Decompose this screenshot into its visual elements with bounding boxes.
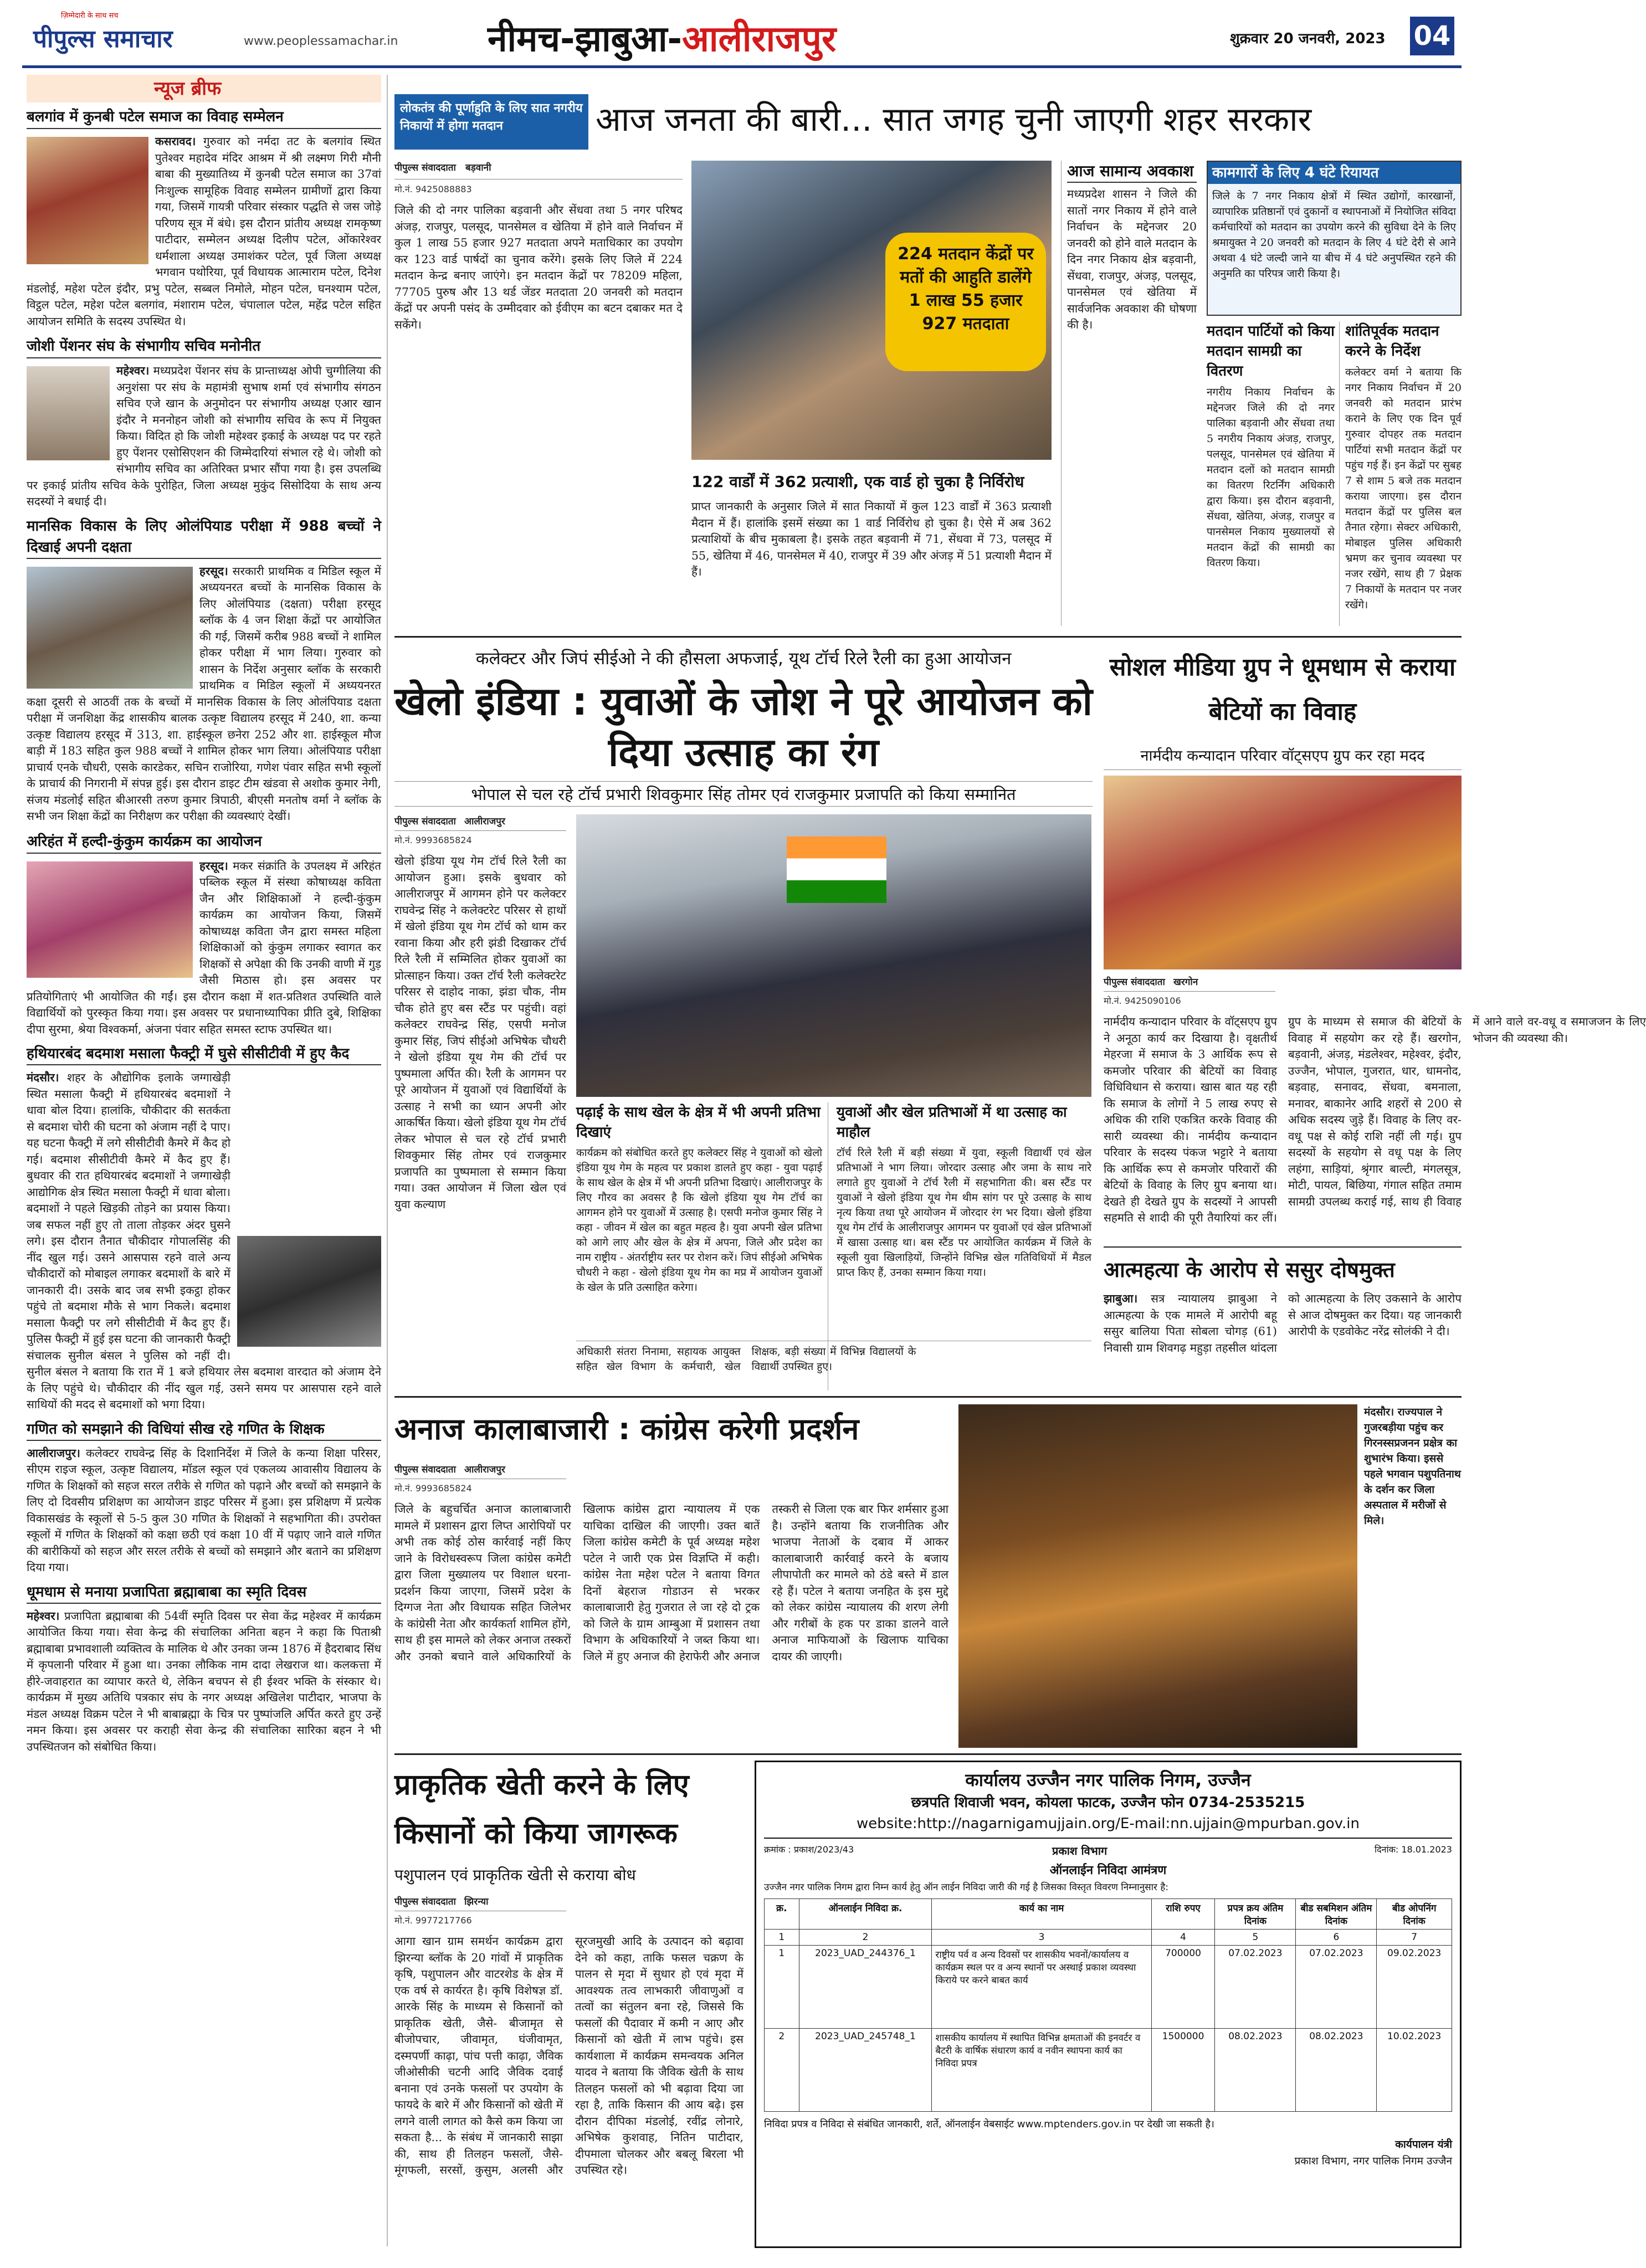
section-title-a: नीमच-झाबुआ- <box>488 19 683 60</box>
tender-title: ऑनलाईन निविदा आमंत्रण <box>1049 1864 1167 1877</box>
col-header: ऑनलाईन निविदा क्र. <box>799 1899 932 1930</box>
col-number: 1 <box>765 1930 799 1946</box>
brief-3-body: सरकारी प्राथमिक व मिडिल स्कूल में अध्ययनरत बच्चों के मानसिक विकास के लिए ओलंपियाड (दक्षता) परीक्षा हरसूद ब्लॉक के 4 जन शिक्षा केंद्रों पर आयोजित की गई, जिसमें करीब 988 बच्चों ने शामिल होकर परीक्षा में भाग लिया। गुरुवार को शासन के निर्देश अनुसार ब्लॉक के सरकारी प्राथमिक व मिडिल स्कूलों में अध्ययनरत कक्षा दूसरी से आठवीं तक के बच्चों में मानसिक विकास के लिए ओलंपियाड दक्षता परीक्षा में जनशिक्षा केंद्र शासकीय बालक उत्कृष्ट विद्यालय हरसूद में 240, शा. कन्या उत्कृष्ट विद्यालय हरसूद में 313, शा. हाईस्कूल छनेरा 252 और शा. हाईस्कूल मौज बाड़ी में 183 सहित कुल 988 बच्चों ने शामिल होकर भाग लिया। ओलंपियाड परीक्षा प्राचार्य एनके चौधरी, एसके कारडेकर, सचिन राजोरिया, गणेश पंवार सहित सभी स्कूलों के प्राचार्य की निगरानी में संपन्न हुई। इस दौरान डाइट टीम खंडवा से अशोक कुमार नेगी, संजय मंडलोई सहित बीआरसी तरुण कुमार त्रिपाठी, बीएसी मनतोष वर्मा ने ब्लॉक के सभी जन शिक्षा केंद्रों का निरीक्षण कर परीक्षा की व्यवस्थाएं देखीं। <box>27 564 381 823</box>
leave-body: मध्यप्रदेश शासन ने जिले की सातों नगर निकाय में होने वाले निर्वाचन के मद्देनजर 20 जनवरी को होने वाले मतदान के दिन नगर निकाय क्षेत्र बड़वानी, सेंधवा, राजपुर, अंजड़, पलसूद, पानसेमल एवं खेतिया में सार्वजनिक अवकाश की घोषणा की है। <box>1067 187 1197 331</box>
anaj-body: जिले के बहुचर्चित अनाज कालाबाजारी मामले में प्रशासन द्वारा लिप्त आरोपियों पर अभी तक कोई ठोस कार्रवाई नहीं किए जाने के विरोधस्वरूप जिला कांग्रेस कमेटी द्वारा जिला मुख्यालय पर विशाल धरना-प्रदर्शन किया जाएगा, जिसमें प्रदेश के दिग्गज नेता और विधायक सहित जिलेभर के कांग्रेसी नेता और कार्यकर्ता शामिल होंगे, साथ ही इस मामले को लेकर अनाज तस्करों और उनको बचाने वाले अधिकारियों के खिलाफ कांग्रेस द्वारा न्यायालय में एक याचिका दाखिल की जाएगी। उक्त बातें जिला कांग्रेस कमेटी के पूर्व अध्यक्ष महेश पटेल ने जारी एक प्रेस विज्ञप्ति में कही। कांग्रेस नेता महेश पटेल ने बताया विगत दिनों बेहराज गोडाउन से भरकर कालाबाजारी हेतु गुजरात ले जा रहे दो ट्रक को जिले के ग्राम आम्बुआ में प्रशासन तथा विभाग के अधिकारियों ने जब्त किया था। जिले में हुए अनाज की हेराफेरी और अनाज तस्करी से जिला एक बार फिर शर्मसार हुआ है। उन्होंने बताया कि राजनीतिक और भाजपा नेताओं के दबाव में आकर कालाबाजारी कार्रवाई करने के बजाय लीपापोती कर मामले को ठंडे बस्ते में डाल रहे हैं। पटेल ने बताया जनहित के इस मुद्दे को लेकर कांग्रेस न्यायालय की शरण लेगी और गरीबों के हक पर डाका डालने वाले अनाज माफियाओं के खिलाफ याचिका दायर की जाएगी। <box>394 1502 948 1663</box>
table-cell: 08.02.2023 <box>1215 2029 1296 2112</box>
khelo-col-b-body: टॉर्च रिले रैली में बड़ी संख्या में युवा, स्कूली विद्यार्थी एवं खेल प्रतिभाओं ने भाग लिया। जोरदार उत्साह और जमा के साथ नारे लगाते हुए युवाओं ने टॉर्च रैली में सहभागिता की। बस स्टैंड पर युवाओं ने खेलो इंडिया यूथ गेम थीम सांग पर पूरे उत्साह के साथ नृत्य किया तथा पूरे आयोजन में जोरदार रंग भर दिया। खेलो इंडिया यूथ गेम टॉर्च के आलीराजपुर आगमन पर युवाओं एवं खेल प्रतिभाओं में खासा उत्साह था। बस स्टैंड पर आयोजित कार्यक्रम में जिले के स्कूली युवा खिलाड़ियों, जिन्होंने विभिन्न खेल गतिविधियों में मैडल प्राप्त किए हैं, उनका सम्मान किया गया। <box>837 1147 1091 1279</box>
khelo-col-a-title: पढ़ाई के साथ खेल के क्षेत्र में भी अपनी प्रतिभा दिखाएं <box>576 1104 821 1141</box>
col-header: कार्य का नाम <box>932 1899 1151 1930</box>
brief-7-place: महेश्वर। <box>27 1609 60 1623</box>
tender-date: दिनांक: 18.01.2023 <box>1374 1844 1452 1855</box>
suicide-body <box>1104 1291 1462 1390</box>
col-number: 2 <box>799 1930 932 1946</box>
social-mobile: मो.नं. 9425090106 <box>1104 996 1181 1006</box>
col-number: 3 <box>932 1930 1151 1946</box>
table-cell: 1 <box>765 1946 799 2029</box>
col-number: 6 <box>1296 1930 1377 1946</box>
temple-photo <box>958 1404 1357 1748</box>
table-cell: शासकीय कार्यालय में स्थापित विभिन्न क्षमताओं की इनवर्टर व बैटरी के वार्षिक संधारण कार्य व नवीन स्थापना कार्य का निविदा प्रपत्र <box>932 2029 1151 2112</box>
logo[interactable]: पीपुल्स समाचार <box>33 25 173 53</box>
tender-table-numbers <box>765 1930 1452 1946</box>
brief-2-title: जोशी पेंशनर संघ के संभागीय सचिव मनोनीत <box>27 335 381 358</box>
table-cell: 08.02.2023 <box>1296 2029 1377 2112</box>
temple-caption: मंदसौर। राज्यपाल ने गुजरबड़ीया पहुंच कर गिरनस्सप्रजनन प्रक्षेत्र का शुभारंभ किया। इससे पहले भगवान पशुपतिनाथ के दर्शन कर जिला अस्पताल में मरीजों से मिले। <box>1364 1406 1461 1527</box>
brief-4-place: हरसूद। <box>199 859 228 873</box>
brief-1-title: बलगांव में कुनबी पटेल समाज का विवाह सम्मेलन <box>27 106 381 129</box>
tender-footer: निविदा प्रपत्र व निविदा से संबंधित जानकारी, शर्ते, ऑनलाईन वेबसाईट www.mptenders.gov.in पर देखी जा सकती है। <box>764 2118 1214 2130</box>
tender-notice <box>755 1761 1462 2248</box>
social-headline: सोशल मीडिया ग्रुप ने धूमधाम से कराया बेटियों का विवाह <box>1109 653 1456 726</box>
kheti-deck: पशुपालन एवं प्राकृतिक खेती से कराया बोध <box>394 1866 636 1884</box>
brief-6 <box>27 1419 381 1576</box>
leave-title: आज सामान्य अवकाश <box>1067 161 1197 183</box>
khelo-headline: खेलो इंडिया : युवाओं के जोश ने पूरे आयोजन को दिया उत्साह का रंग <box>394 679 1093 775</box>
tender-sign-2: प्रकाश विभाग, नगर पालिक निगम उज्जैन <box>1294 2155 1452 2167</box>
brief-4-title: अरिहंत में हल्दी-कुंकुम कार्यक्रम का आयोजन <box>27 830 381 854</box>
suicide-headline: आत्महत्या के आरोप से ससुर दोषमुक्त <box>1104 1258 1395 1282</box>
table-cell: 07.02.2023 <box>1215 1946 1296 2029</box>
col-header: प्रपत्र क्रय अंतिम दिनांक <box>1215 1899 1296 1930</box>
khelo-col-b-title: युवाओं और खेल प्रतिभाओं में था उत्साह का माहौल <box>837 1104 1067 1141</box>
news-brief-label: न्यूज ब्रीफ <box>27 75 381 102</box>
table-row <box>765 1946 1452 2029</box>
brief-1-body: गुरुवार को नर्मदा तट के बलगांव स्थित पुतेश्वर महादेव मंदिर आश्रम में श्री लक्ष्मण गिरी मौनी बाबा की मुख्यातिथ्य में कुनबी पटेल समाज का 37वां निःशुल्क सामूहिक विवाह सम्मेलन ग्रामीणों द्वारा किया गया, जिसमें गायत्री परिवार संस्कार पद्धति से जस जोड़े परिणय सूत्र में बंधे। इस दौरान प्रांतीय अध्यक्ष रामकृष्ण पाटीदार, सम्मेलन अध्यक्ष दिलीप पटेल, ओंकारेश्वर धर्मशाला अध्यक्ष उमाशंकर पटेल, पूर्व जिला अध्यक्ष भगवान पथोरिया, पूर्व विधायक आत्माराम पटेल, दिनेश मंडलोई, महेश पटेल इंदौर, प्रभु पटेल, सब्बल निमोले, मोहन पटेल, घनश्याम पटेल, विट्ठल पटेल, महेश पटेल बलगांव, मंशाराम पटेल, चंपालाल पटेल, महेंद्र पटेल सहित आयोजन समिति के सदस्य उपस्थित थे। <box>27 135 381 328</box>
table-cell: 2 <box>765 2029 799 2112</box>
lead-sub-title: 122 वार्डों में 362 प्रत्याशी, एक वार्ड हो चुका है निर्विरोध <box>691 473 1024 491</box>
brief-1 <box>27 106 381 330</box>
masthead-rule <box>22 65 1462 68</box>
section-rule-1 <box>394 636 1462 638</box>
anaj-byline: पीपुल्स संवाददाता <box>394 1464 456 1475</box>
worker-relief-body: जिले के 7 नगर निकाय क्षेत्रों में स्थित उद्योगों, कारखानों, व्यापारिक प्रतिष्ठानों एवं दुकानों व स्थापनाओं में नियोजित संविदा कर्मचारियों को मतदान का उपयोग करने की सुविधा देने के लिए श्रमायुक्त ने 20 जनवरी को मतदान के लिए 4 घंटे देरी से आने अथवा 4 घंटे जल्दी जाने या बीच में 4 घंटे अनुपस्थित रहने की अनुमति का परिपत्र जारी किया है। <box>1212 190 1456 280</box>
leave-box <box>1061 161 1197 626</box>
anaj-byline-place: आलीराजपुर <box>464 1464 505 1475</box>
social-byline-bar <box>1104 975 1275 992</box>
lead-byline: पीपुल्स संवाददाता <box>394 162 456 173</box>
lead-sub-body: प्राप्त जानकारी के अनुसार जिले में सात निकायों में कुल 123 वार्डों में 363 प्रत्याशी मैदान में हैं। हालांकि इसमें संख्या का 1 वार्ड निर्विरोध हो चुका है। ऐसे में अब 362 प्रत्याशियों के बीच मुकाबला है। इसके तहत बड़वानी में 71, सेंधवा में 73, पलसूद में 55, खेतिया में 46, पानसेमल में 40, राजपुर में 39 और अंजड़ में 51 प्रत्याशी मैदान में हैं। <box>691 500 1052 578</box>
table-cell: 10.02.2023 <box>1377 2029 1452 2112</box>
logo-tag: ज़िम्मेदारी के साथ सच <box>61 12 119 20</box>
brief-4-body: मकर संक्रांति के उपलक्ष्य में अरिहंत पब्लिक स्कूल में संस्था कोषाध्यक्ष कविता जैन और शिक्षिकाओं ने हल्दी-कुंकुम कार्यक्रम का आयोजन किया, जिसमें कोषाध्यक्ष कविता जैन द्वारा समस्त महिला शिक्षिकाओं को कुंकुम लगाकर स्वागत कर शिक्षकों से अपेक्षा की कि उनकी वाणी में गुड़ जैसी मिठास हो। इस अवसर पर प्रतियोगिताएं भी आयोजित की गईं। इस दौरान कक्षा में शत-प्रतिशत उपस्थिति वाले विद्यार्थियों को पुरस्कृत किया गया। इस अवसर पर प्रधानाध्यापिका प्रीति दुबे, शिक्षिका दीपा सुरमा, श्रेया विश्वकर्मा, अंजना पंवार सहित समस्त स्टाफ उपस्थित था। <box>27 859 381 1036</box>
section-title-b: आलीराजपुर <box>682 19 837 60</box>
brief-1-photo <box>27 137 148 264</box>
brief-6-place: आलीराजपुर। <box>27 1446 80 1460</box>
brief-item <box>27 102 381 2235</box>
lead-mobile: मो.नं. 9425088883 <box>394 184 472 194</box>
table-cell: 09.02.2023 <box>1377 1946 1452 2029</box>
khelo-byline-bar <box>394 814 566 831</box>
col-header: बीड ओपनिंग दिनांक <box>1377 1899 1452 1930</box>
brief-5-cctv-photo <box>237 1236 381 1347</box>
tender-intro: उज्जैन नगर पालिक निगम द्वारा निम्न कार्य हेतु ऑन लाईन निविदा जारी की गई है जिसका विस्तृत विवरण निम्नानुसार है: <box>764 1882 1169 1893</box>
section-rule-4 <box>394 1753 1462 1755</box>
brief-2-place: महेश्वर। <box>116 364 150 377</box>
suicide-text: सत्र न्यायालय झाबुआ ने आत्महत्या के एक मामले में आरोपी बहू ससुर बालिया पिता सोबला चोगड़ (61) निवासी ग्राम शिवगढ़ महुड़ा तहसील थांदला को आत्महत्या के लिए उकसाने के आरोप से आज दोषमुक्त कर दिया। यह जानकारी आरोपी के एडवोकेट नरेंद्र सोलंकी ने दी। <box>1104 1292 1462 1354</box>
col-number: 7 <box>1377 1930 1452 1946</box>
brief-4-photo <box>27 861 193 978</box>
table-cell: 700000 <box>1151 1946 1215 2029</box>
brief-4 <box>27 830 381 1038</box>
suicide-place: झाबुआ। <box>1104 1292 1138 1305</box>
col-header: राशि रुपए <box>1151 1899 1215 1930</box>
kheti-byline: पीपुल्स संवाददाता <box>394 1896 456 1907</box>
lead-body: जिले की दो नगर पालिका बड़वानी और सेंधवा तथा 5 नगर परिषद अंजड़, राजपुर, पलसूद, पानसेमल व खेतिया में होने वाले निर्वाचन में कुल 1 लाख 55 हजार 927 मतदाता अपने मताधिकार का उपयोग कर 123 वार्ड पार्षदों का चुनाव करेंगे। इसके लिए जिले में 224 मतदान केन्द्र बनाए जाएंगे। इन मतदान केंद्रों पर 78209 महिला, 77705 पुरुष और 13 थर्ड जेंडर मतदाता 20 जनवरी को मतदान केंद्रों पर अपनी पसंद के उम्मीदवार को ईवीएम का बटन दबाकर मत दे सकेंगे। <box>394 203 683 331</box>
distribution-body: नगरीय निकाय निर्वाचन के मद्देनजर जिले की दो नगर पालिका बड़वानी और सेंधवा तथा 5 नगरीय निकाय अंजड़, राजपुर, पलसूद, पानसेमल एवं खेतिया में मतदान दलों को मतदान सामग्री का वितरण रिटर्निंग अधिकारी द्वारा किया। इस दौरान बड़वानी, सेंधवा, खेतिया, अंजड़, राजपुर व पानसेमल निकाय मुख्यालयों से मतदान केंद्रों की सामग्री का वितरण किया। <box>1207 386 1335 569</box>
col-header: क्र. <box>765 1899 799 1930</box>
section-title <box>488 13 836 58</box>
khelo-body: खेलो इंडिया यूथ गेम टॉर्च रिले रैली का आयोजन हुआ। इसके बुधवार को आलीराजपुर में आगमन होने पर कलेक्टर राघवेन्द्र सिंह ने कलेक्टरेट परिसर से हाथों में खेलो इंडिया यूथ गेम टॉर्च को थाम कर रवाना किया और हरी झंडी दिखाकर टॉर्च रिले रैली में सम्मिलित होकर युवाओं का प्रोत्साहन किया। उक्त टॉर्च रैली कलेक्टरेट परिसर से दाहोद नाका, झंडा चौक, नीम चौक होते हुए बस स्टैंड पर पहुंची। वहां कलेक्टर राघवेन्द्र सिंह, एसपी मनोज कुमार सिंह, जिपं सीईओ अभिषेक चौधरी ने खेलो इंडिया यूथ गेम की टॉर्च पर पुष्पमाला अर्पित की। रैली के आगमन पर पूरे आयोजन में युवाओं एवं विद्यार्थियों के उत्साह ने सभी का ध्यान अपनी ओर आकर्षित किया। खेलो इंडिया यूथ गेम टॉर्च लेकर भोपाल से चल रहे टॉर्च प्रभारी शिवकुमार सिंह तोमर एवं राजकुमार प्रजापति का पुष्पमाला से सम्मान किया गया। उक्त आयोजन में जिला खेल एवं युवा कल्याण <box>394 854 566 1211</box>
kheti-headline: प्राकृतिक खेती करने के लिए किसानों को किया जागरूक <box>394 1768 689 1850</box>
table-cell: 07.02.2023 <box>1296 1946 1377 2029</box>
peaceful-voting-body: कलेक्टर वर्मा ने बताया कि नगर निकाय निर्वाचन में 20 जनवरी को मतदान प्रारंभ कराने के लिए एक दिन पूर्व गुरुवार दोपहर तक मतदान पार्टियां सभी मतदान केंद्रों पर पहुंच गई हैं। इन केंद्रों पर सुबह 7 से शाम 5 बजे तक मतदान कराया जाएगा। इस दौरान मतदान केंद्रों पर पुलिस बल तैनात रहेगा। सेक्टर अधिकारी, मोबाइल पुलिस अधिकारी भ्रमण कर चुनाव व्यवस्था पर नजर रखेंगे, साथ ही 7 प्रेक्षक 7 निकायों के मतदान पर नजर रखेंगे। <box>1345 366 1462 611</box>
tender-ref: क्रमांक : प्रकाश/2023/43 <box>764 1844 854 1855</box>
khelo-col-a-body: कार्यक्रम को संबोधित करते हुए कलेक्टर सिंह ने युवाओं को खेलो इंडिया यूथ गेम के महत्व पर प्रकाश डालते हुए कहा - युवा पढ़ाई के साथ खेल के क्षेत्र में भी अपनी प्रतिभा दिखाएं। आलीराजपुर के लिए गौरव का अवसर है कि खेलो इंडिया यूथ गेम टॉर्च का आगमन होने पर युवाओं में उत्साह है। एसपी मनोज कुमार सिंह ने कहा - जीवन में खेल का बहुत महत्व है। युवा अपनी खेल प्रतिभा को आगे लाए और खेल के क्षेत्र में अपना, जिले और प्रदेश का नाम राष्ट्रीय - अंतर्राष्ट्रीय स्तर पर रोशन करें। जिपं सीईओ अभिषेक चौधरी ने कहा - खेलो इंडिया यूथ गेम का मप्र में आयोजन युवाओं के खेल के प्रति उत्साहित करेगा। <box>576 1147 822 1294</box>
khelo-byline: पीपुल्स संवाददाता <box>394 816 456 827</box>
lead-badge: 224 मतदान केंद्रों पर मतों की आहुति डालेंगे 1 लाख 55 हजार 927 मतदाता <box>885 233 1046 371</box>
tender-sign-1: कार्यपालन यंत्री <box>1395 2138 1452 2151</box>
khelo-tail: अधिकारी संतरा निनामा, सहायक आयुक्त सहित खेल विभाग के कर्मचारी, खेल शिक्षक, बड़ी संख्या में विभिन्न विद्यालयों के विद्यार्थी उपस्थित हुए। <box>576 1341 1091 1390</box>
masthead <box>0 0 1484 66</box>
brief-3-title: मानसिक विकास के लिए ओलंपियाड परीक्षा में 988 बच्चों ने दिखाई अपनी दक्षता <box>27 516 381 559</box>
brief-6-title: गणित को समझाने की विधियां सीख रहे गणित के शिक्षक <box>27 1419 381 1441</box>
col-header: बीड सबमिशन अंतिम दिनांक <box>1296 1899 1377 1930</box>
section-rule-3 <box>394 1396 1462 1398</box>
col-number: 4 <box>1151 1930 1215 1946</box>
social-deck: नार्मदीय कन्यादान परिवार वॉट्सएप ग्रुप कर रहा मदद <box>1104 742 1462 770</box>
tender-table <box>764 1898 1452 2112</box>
brief-2 <box>27 335 381 510</box>
kheti-mobile: मो.नं. 9977217766 <box>394 1915 472 1926</box>
brief-5 <box>27 1043 381 1413</box>
brief-3 <box>27 516 381 825</box>
khelo-byline-place: आलीराजपुर <box>464 816 505 827</box>
brief-7-body: प्रजापिता ब्रह्माबाबा की 54वीं स्मृति दिवस पर सेवा केंद्र महेश्वर में कार्यक्रम आयोजित किया गया। सेवा केन्द्र की संचालिका अनिता बहन ने कहा कि पिताश्री ब्रह्माबाबा प्रभावशाली व्यक्तित्व के मालिक थे और उनका जन्म 1876 में हैदराबाद सिंध में कृपलानी परिवार में हुआ था। उनका लौकिक नाम दादा लेखराज था। कलकत्ता में हीरे-जवाहरात का व्यापार करते थे, लेकिन बचपन से ही ईश्वर भक्ति के संस्कार थे। कार्यक्रम में मुख्य अतिथि पत्रकार संघ के नगर अध्यक्ष अखिलेश पाटीदार, भाजपा के मंडल अध्यक्ष विक्रम पटेल ने भी बाबाब्रह्मा के चित्र पर पुष्पांजलि अर्पित करते हुए उन्हें नमन किया। इस अवसर पर कराही सेवा केन्द्र की संचालिका सारिका बहन ने भी उपस्थितजन को संबोधित किया। <box>27 1609 381 1753</box>
khelo-mobile: मो.नं. 9993685824 <box>394 835 472 845</box>
table-cell: 1500000 <box>1151 2029 1215 2112</box>
khelo-rally-photo <box>576 814 1091 1097</box>
kheti-byline-bar <box>394 1895 566 1911</box>
brief-7 <box>27 1582 381 1756</box>
news-brief-column <box>27 75 381 2246</box>
anaj-mobile: मो.नं. 9993685824 <box>394 1483 472 1494</box>
issue-date: शुक्रवार 20 जनवरी, 2023 <box>1230 30 1386 47</box>
brief-6-body: कलेक्टर राघवेन्द्र सिंह के दिशानिर्देश में जिले के कन्या शिक्षा परिसर, सीएम राइज स्कूल, उत्कृष्ट विद्यालय, मॉडल स्कूल एवं एकलव्य आवासीय विद्यालय के गणित के शिक्षकों को सहज सरल तरीके से गणित को पढ़ाने और बच्चों को समझाने के लिए दो दिवसीय प्रशिक्षण का आयोजन डाइट परिसर में हुआ। इस प्रशिक्षण में प्रत्येक विकासखंड के स्कूलों से 5-5 कुल 30 गणित के शिक्षकों ने सहभागिता की। उपरोक्त स्कूलों में गणित के शिक्षकों को कक्षा छठी एवं कक्षा 10 वीं में पढ़ाए जाने वाले गणित की बारीकियों को सहज और सरल तरीके से बच्चों को समझाने और बताने का प्रशिक्षण दिया गया। <box>27 1446 381 1574</box>
site-url[interactable]: www.peoplessamachar.in <box>244 34 398 48</box>
tender-table-header <box>765 1899 1452 1930</box>
brief-7-title: धूमधाम से मनाया प्रजापिता ब्रह्माबाबा का स्मृति दिवस <box>27 1582 381 1604</box>
anaj-byline-bar <box>394 1463 566 1479</box>
anaj-headline: अनाज कालाबाजारी : कांग्रेस करेगी प्रदर्शन <box>394 1412 859 1446</box>
column-divider <box>387 75 388 2246</box>
peaceful-voting-title: शांतिपूर्वक मतदान करने के निर्देश <box>1345 323 1439 360</box>
table-cell: राष्ट्रीय पर्व व अन्य दिवसों पर शासकीय भवनों/कार्यालय व कार्यक्रम स्थल पर व अन्य स्थानों पर अस्थाई प्रकाश व्यवस्था किराये पर करने बाबत कार्य <box>932 1946 1151 2029</box>
brief-3-place: हरसूद। <box>199 564 228 578</box>
kheti-byline-place: झिरन्या <box>464 1896 489 1907</box>
lead-byline-bar <box>394 161 683 179</box>
table-cell: 2023_UAD_244376_1 <box>799 1946 932 2029</box>
worker-relief-title: कामगारों के लिए 4 घंटे रियायत <box>1208 162 1460 184</box>
brief-2-portrait <box>27 366 110 460</box>
lead-byline-place: बड़वानी <box>465 162 491 173</box>
brief-2-body: मध्यप्रदेश पेंशनर संघ के प्रान्ताध्यक्ष ओपी चुग्गीलिया की अनुशंसा पर संघ के महामंत्री सुभाष शर्मा एवं संभागीय संगठन सचिव एजे खान के अनुमोदन पर संभागीय अध्यक्ष एआर खान इंदौर ने मननोहन जोशी को संभागीय सचिव के रूप में नियुक्त किया। विदित हो कि जोशी महेश्वर इकाई के अध्यक्ष पद पर रहते हुए पेंशनर एसोसिएशन की जिम्मेदारियां संभाल रहे थे। जोशी को संभागीय सचिव का अतिरिक्त प्रभार सौंपा गया है। इस उपलब्धि पर इकाई प्रांतीय सचिव केके पुरोहित, जिला अध्यक्ष मुकुंद सिसोदिया के साथ अन्य सदस्यों ने बधाई दी। <box>27 364 381 508</box>
distribution-title: मतदान पार्टियों को किया मतदान सामग्री का वितरण <box>1207 323 1335 379</box>
peaceful-voting-box <box>1345 321 1462 626</box>
table-cell: 2023_UAD_245748_1 <box>799 2029 932 2112</box>
flag-icon <box>787 837 886 903</box>
tender-office: कार्यालय उज्जैन नगर पालिक निगम, उज्जैन <box>965 1769 1251 1790</box>
brief-3-photo <box>27 567 193 689</box>
tender-address: छत्रपति शिवाजी भवन, कोयला फाटक, उज्जैन फोन 0734-2535215 <box>911 1794 1305 1811</box>
brief-5-place: मंदसौर। <box>27 1071 59 1084</box>
khelo-deck: भोपाल से चल रहे टॉर्च प्रभारी शिवकुमार सिंह तोमर एवं राजकुमार प्रजापति को किया सम्मानित <box>394 781 1093 807</box>
kheti-body: आगा खान ग्राम समर्थन कार्यक्रम द्वारा झिरन्या ब्लॉक के 20 गांवों में प्राकृतिक कृषि, पशुपालन और वाटरशेड के क्षेत्र में एक वर्ष से कार्यरत है। कृषि विशेषज्ञ डॉ. आरके सिंह के माध्यम से किसानों को प्राकृतिक खेती, जैसे- बीजामृत से बीजोपचार, जीवामृत, घंजीवामृत, दस्मपर्णी काढ़ा, पांच पत्ती काढ़ा, जैविक जीओसीकी चटनी आदि जैविक दवाई बनाना एवं उनके फसलों पर उपयोग के फायदे के बारे में और किसानों को खेती में लगने वाली लागत को कैसे कम किया जा सकता है... के संबंध में जानकारी साझा की, साथ ही तिलहन फसलों, जैसे- मूंगफली, सरसों, कुसुम, अलसी और सूरजमुखी आदि के उत्पादन को बढ़ावा देने को कहा, ताकि फसल चक्रण के पालन से मृदा में सुधार हो एवं मृदा में आवश्यक तत्व लाभकारी जीवाणुओं व तत्वों का संतुलन बना रहे, जिससे कि फसलों की पैदावार में कमी न आए और किसानों को खेती में लाभ पहुंचे। इस कार्यशाला में कार्यक्रम समन्वयक अनिल यादव ने बताया कि जैविक खेती के साथ तिलहन फसलों को भी बढ़ावा दिया जा रहा है, ताकि किसान की आय बढ़े। इस दौरान दीपिका मंडलोई, रवींद्र लोनारे, अभिषेक कुशवाह, नितिन पाटीदार, दीपमाला चोलकर और बबलू बिरला भी उपस्थित रहे। <box>394 1935 743 2177</box>
khelo-kicker: कलेक्टर और जिपं सीईओ ने की हौसला अफजाई, यूथ टॉर्च रिले रैली का हुआ आयोजन <box>475 649 1012 669</box>
worker-relief-box <box>1207 161 1462 316</box>
lead-tag: लोकतंत्र की पूर्णाहुति के लिए सात नगरीय निकायों में होगा मतदान <box>394 94 588 150</box>
social-byline: पीपुल्स संवाददाता <box>1104 977 1165 988</box>
tender-website[interactable]: website:http://nagarnigamujjain.org/E-mail:nn.ujjain@mpurban.gov.in <box>764 1813 1452 1839</box>
brief-5-title: हथियारबंद बदमाश मसाला फैक्ट्री में घुसे सीसीटीवी में हुए कैद <box>27 1043 381 1065</box>
section-rule-2 <box>1104 1246 1462 1248</box>
tender-dept: प्रकाश विभाग <box>1052 1844 1107 1857</box>
brief-1-place: कसरावद। <box>155 135 196 148</box>
tender-ref-row <box>764 1843 1452 1862</box>
brief-5-body: शहर के औद्योगिक इलाके जग्गाखेड़ी स्थित मसाला फैक्ट्री में हथियारबंद बदमाशों ने धावा बोल दिया। हालांकि, चौकीदार की सतर्कता से बदमाश चोरी की घटना को अंजाम नहीं दे पाए। यह घटना फैक्ट्री में लगे सीसीटीवी कैमरे में कैद हो गई। बदमाश सीसीटीवी कैमरे में कैद हुए हैं। बुधवार की रात हथियारबंद बदमाशों ने जग्गाखेड़ी आद्योगिक क्षेत्र स्थित मसाला फैक्ट्री में धावा बोला। बदमाशों ने पहले खिड़की तोड़ने का प्रयास किया। जब सफल नहीं हुए तो ताला तोड़कर अंदर घुसने लगे। इस दौरान तैनात चौकीदार गोपालसिंह की नींद खुल गई। उसने आसपास रहने वाले अन्य चौकीदारों को मोबाइल लगाकर बदमाशों के बारे में जानकारी दी। उसके बाद जब सभी इकट्ठा होकर पहुंचे तो बदमाश मौके से भाग निकले। बदमाश मसाला फैक्ट्री पर लगे सीसीटीवी में कैद हुए हैं। पुलिस फैक्ट्री में हुई इस घटना की जानकारी फैक्ट्री संचालक सुनील बंसल ने पुलिस को नहीं दी। सुनील बंसल ने बताया कि रात में 1 बजे हथियार लेस बदमाश वारदात को अंजाम देने के लिए पहुंचे थे। चौकीदार की नींद खुल गई, उसने समय पर आसपास रहने वाले साथियों की मदद से बदमाशों को भगा दिया। <box>27 1071 381 1411</box>
social-body: नार्मदीय कन्यादान परिवार के वॉट्सएप ग्रुप ने अनूठा कार्य कर दिखाया है। वृक्षतीर्थ मेहरजा में समाज के 3 आर्थिक रूप से कमजोर परिवार की बेटियों का विवाह विधिविधान से कराया। खास बात यह रही कि समाज के लोगों ने 5 लाख रुपए से अधिक की राशि एकत्रित करके विवाह की सारी व्यवस्था की। नार्मदीय कन्यादान परिवार के सदस्य पंकज भट्टारे ने बताया कि आर्थिक रूप से कमजोर परिवारों की बेटियों के विवाह के लिए ग्रुप बनाया था। देखते ही देखते ग्रुप के सदस्यों ने आपसी सहमति से शादी की पूरी तैयारियां कर लीं। ग्रुप के माध्यम से समाज की बेटियों के विवाह में सहयोग कर रहे हैं। खरगोन, बड़वानी, अंजड़, मंडलेश्वर, महेश्वर, इंदौर, उज्जैन, भोपाल, गुजरात, धार, धामनोद, बड़वाह, सनावद, सेंधवा, बमनाला, मनावर, बाकानेर आदि शहरों से 200 से अधिक सदस्य जुड़े हैं। विवाह के लिए वर-वधू पक्ष से कोई राशि नहीं ली गई। ग्रुप सदस्यों के सहयोग से वधू पक्ष के लिए लहंगा, साड़ियां, श्रृंगार बाल्टी, मंगलसूत्र, मोटी, पायल, बिछिया, गंगाल सहित तमाम सामग्री उपलब्ध कराई गई, साथ ही विवाह में आने वाले वर-वधू व समाजजन के लिए भोजन की व्यवस्था की। <box>1104 1015 1646 1224</box>
distribution-box <box>1207 321 1340 626</box>
social-photo <box>1104 776 1462 969</box>
social-byline-place: खरगोन <box>1173 977 1198 988</box>
page-number: 04 <box>1410 17 1454 55</box>
lead-headline: आज जनता की बारी... सात जगह चुनी जाएगी शहर सरकार <box>596 100 1312 139</box>
table-row <box>765 2029 1452 2112</box>
col-number: 5 <box>1215 1930 1296 1946</box>
